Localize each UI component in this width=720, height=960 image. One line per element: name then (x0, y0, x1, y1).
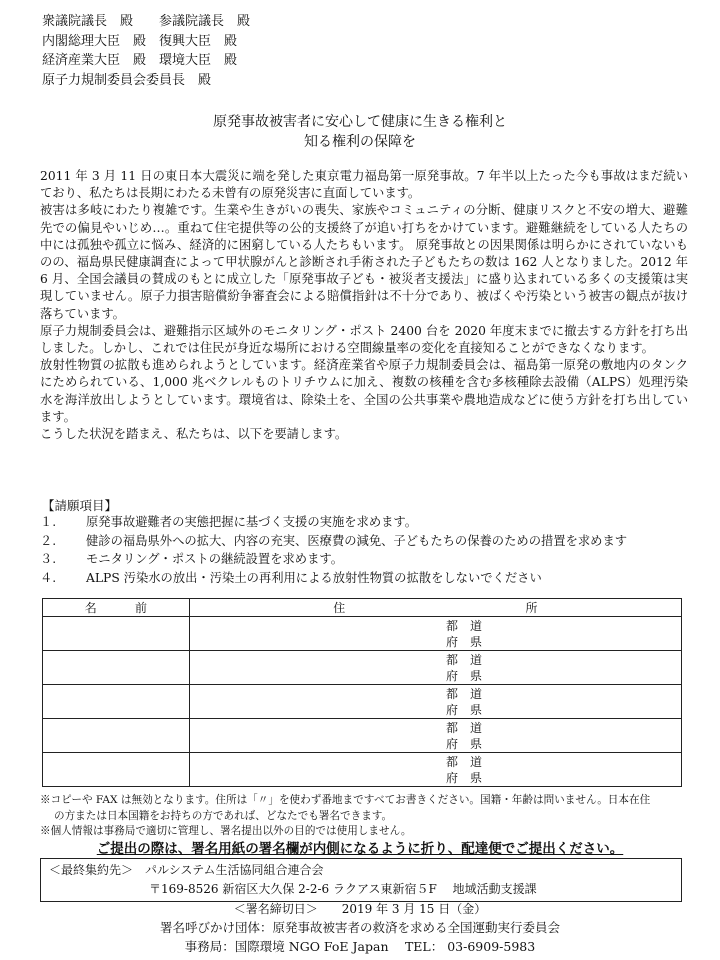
organizer: 署名呼びかけ団体：原発事故被害者の救済を求める全国運動実行委員会 (159, 920, 560, 935)
body-paragraph: 被害は多岐にわたり複雑です。生業や生きがいの喪失、家族やコミュニティの分断、健康リスクと不安の増大、避難先での偏見やいじめ…。重ねて住宅提供等の公的支援終了が追い打ちをかけています。避難継続をしている人たちの中には孤独や孤立に悩み、経済的に困窮している人たちもいます。 原発事故との因果関係は明らかにされていないものの、福島県民健康調査によって甲状腺がんと診断され手術された子どもたちの数は 162 人となりました。2012 年 6 月、全国会議員の賛成のもとに成立した「原発事故子ども・被災者支援法」に盛り込まれている多くの支援策は実現していません。原子力損害賠償紛争審査会による賠償指針は不十分であり、被ばくや汚染という被害の観点が抜け落ちています。 (40, 203, 688, 321)
name-field[interactable] (43, 617, 190, 651)
body-paragraph: 放射性物質の拡散も進められようとしています。経済産業省や原子力規制委員会は、福島第一原発の敷地内のタンクにためられている、1,000 兆ベクレルものトリチウムに加え、複数の核種を含む多核種除去設備（ALPS）処理汚染水を海洋放出しようとしています。環境省は、除染土を、全国の公共事業や農地造成などに使う方針を打ち出しています。 (40, 358, 688, 424)
body-paragraph: 2011 年 3 月 11 日の東日本大震災に端を発した東京電力福島第一原発事故。7 年半以上たった今も事故はまだ続いており、私たちは長期にわたる未曾有の原発災害に直面しています。 (40, 169, 688, 201)
signature-row (43, 685, 682, 719)
signature-table (42, 598, 682, 787)
petition-body (40, 168, 688, 443)
request-item (40, 513, 700, 532)
signature-row (43, 617, 682, 651)
addressee-line: 経済産業大臣 殿 環境大臣 殿 (42, 53, 238, 68)
prefecture-label: 府 県 (446, 668, 483, 683)
body-paragraph: こうした状況を踏まえ、私たちは、以下を要請します。 (40, 427, 348, 442)
name-field[interactable] (43, 651, 190, 685)
address-field[interactable] (190, 651, 682, 685)
request-number: ２. (40, 533, 57, 548)
request-item (40, 569, 700, 588)
addressee-line: 原子力規制委員会委員長 殿 (42, 72, 212, 88)
request-text: ALPS 汚染水の放出・汚染土の再利用による放射性物質の拡散をしないでください (86, 570, 542, 585)
signature-row (43, 719, 682, 753)
address-field[interactable] (190, 753, 682, 787)
collection-address: 〒169-8526 新宿区大久保 2-2-6 ラクアス東新宿５F 地域活動支援課 (149, 882, 537, 896)
prefecture-label: 府 県 (446, 770, 483, 785)
title-line: 知る権利の保障を (304, 134, 416, 150)
prefecture-label: 都 道 (446, 618, 483, 633)
note-line: ※コピーや FAX は無効となります。住所は「〃」を使わず番地まですべてお書きください。国籍・年齢は問いません。日本在住 (40, 794, 651, 806)
prefecture-label: 府 県 (446, 736, 483, 751)
address-field[interactable] (190, 617, 682, 651)
signature-table-header (43, 599, 682, 617)
request-number: ４. (40, 570, 57, 585)
addressee-line: 衆議院議長 殿 参議院議長 殿 (42, 14, 251, 29)
request-number: ３. (40, 552, 57, 566)
addressee-line: 内閣総理大臣 殿 復興大臣 殿 (42, 33, 238, 49)
request-number: １. (40, 515, 57, 529)
office-contact: 事務局：国際環境 NGO FoE Japan TEL： 03-6909-5983 (184, 939, 536, 954)
prefecture-label: 都 道 (446, 754, 483, 769)
notes (40, 793, 690, 840)
request-text: モニタリング・ポストの継続設置を求めます。 (86, 552, 344, 566)
request-text: 原発事故避難者の実態把握に基づく支援の実施を求めます。 (86, 515, 418, 529)
collection-box (40, 858, 682, 902)
title-line: 原発事故被害者に安心して健康に生きる権利と (213, 114, 507, 130)
signature-row (43, 753, 682, 787)
prefecture-label: 都 道 (446, 652, 483, 667)
prefecture-label: 都 道 (446, 686, 483, 701)
address-field[interactable] (190, 719, 682, 753)
name-column-header: 名 前 (43, 599, 190, 617)
submit-notice: ご提出の際は、署名用紙の署名欄が内側になるように折り、配達便でご提出ください。 (96, 841, 624, 857)
prefecture-label: 都 道 (446, 720, 483, 735)
name-field[interactable] (43, 719, 190, 753)
address-field[interactable] (190, 685, 682, 719)
request-text: 健診の福島県外への拡大、内容の充実、医療費の減免、子どもたちの保養のための措置を求めます (86, 533, 628, 548)
requests-heading: 【請願項目】 (42, 498, 118, 513)
prefecture-label: 府 県 (446, 702, 483, 717)
request-item (40, 532, 700, 551)
deadline: ＜署名締切日＞ 2019 年 3 月 15 日（金） (233, 902, 487, 916)
address-column-header: 住 所 (190, 599, 682, 617)
addressee-list (42, 12, 250, 90)
note-line: の方または日本国籍をお持ちの方であれば、どなたでも署名できます。 (54, 809, 393, 822)
collection-line: ＜最終集約先＞ パルシステム生活協同組合連合会 (49, 863, 324, 877)
name-field[interactable] (43, 685, 190, 719)
note-line: ※個人情報は事務局で適切に管理し、署名提出以外の目的では使用しません。 (40, 825, 412, 837)
prefecture-label: 府 県 (446, 634, 483, 649)
request-item (40, 550, 700, 569)
request-list (40, 513, 700, 587)
body-paragraph: 原子力規制委員会は、避難指示区域外のモニタリング・ポスト 2400 台を 2020 年度末までに撤去する方針を打ち出しました。しかし、これでは住民が身近な場所における空間線量率の変化を直接知ることができなくなります。 (40, 323, 688, 356)
petition-title (0, 112, 720, 152)
organizer-block (0, 918, 720, 956)
name-field[interactable] (43, 753, 190, 787)
signature-row (43, 651, 682, 685)
